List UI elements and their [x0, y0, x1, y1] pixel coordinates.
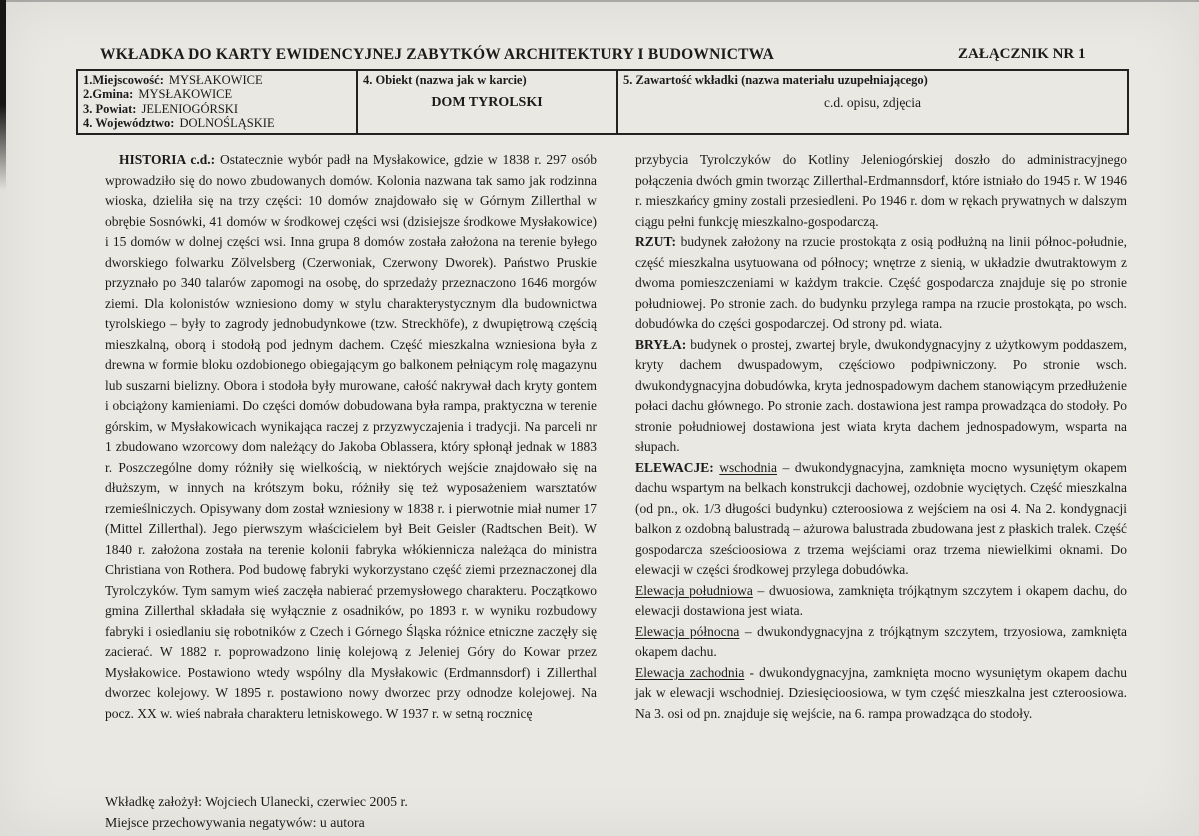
contents-description: c.d. opisu, zdjęcia — [823, 95, 922, 110]
text-run: budynek założony na rzucie prostokąta z osią podłużną na linii północ-południe, część mieszkalna usytuowana od północy; wnętrze z sienią, w układzie dwutraktowym z dwoma pomieszczeniami w każdym trakcie. Część gospodarcza znajduje się po stronie południowej. Po stronie zach. do budynku przylega rampa na rzucie prostokąta, po wsch. dobudówka do części gospodarczej. Od strony pd. wiata. — [635, 234, 1127, 331]
info-row-wojewodztwo — [83, 116, 351, 130]
footer-created-by: Wkładkę założył: Wojciech Ulanecki, czerwiec 2005 r. — [105, 794, 408, 809]
info-row-gmina — [83, 87, 351, 101]
scan-left-edge-artifact — [0, 0, 6, 190]
field-label: 3. Powiat: — [83, 101, 137, 116]
info-table — [76, 69, 1129, 135]
field-value: DOLNOŚLĄSKIE — [179, 115, 275, 130]
contents-cell — [618, 71, 1127, 133]
paragraph — [635, 335, 1127, 458]
text-run: RZUT: — [635, 234, 677, 249]
text-run: Elewacja południowa — [635, 582, 753, 598]
text-run: – dwukondygnacyjna z trójkątnym szczytem, trzyosiowa, zamknięta okapem dachu. — [635, 623, 1128, 659]
text-run: Elewacja północna — [635, 623, 740, 639]
paragraph — [635, 622, 1127, 663]
info-row-miejscowosc — [83, 73, 351, 87]
paragraph — [635, 150, 1127, 232]
object-cell-header: 4. Obiekt (nazwa jak w karcie) — [363, 73, 527, 87]
paragraph — [635, 581, 1127, 622]
paragraph — [635, 232, 1127, 335]
field-label: 1.Miejscowość: — [83, 73, 164, 87]
text-run: – dwuosiowa, zamknięta trójkątnym szczytem i okapem dachu, do elewacji dostawiona jest wiata. — [635, 582, 1127, 618]
text-run: wschodnia — [719, 459, 778, 475]
object-name: DOM TYROLSKI — [431, 95, 543, 110]
page-title: WKŁADKA DO KARTY EWIDENCYJNEJ ZABYTKÓW ARCHITEKTURY I BUDOWNICTWA — [100, 46, 775, 63]
field-value: JELENIOGÓRSKI — [141, 101, 238, 116]
footer-negatives-location: Miejsce przechowywania negatywów: u autora — [105, 815, 365, 830]
left-text-column — [105, 150, 597, 724]
text-run: - dwukondygnacyjna, zamknięta mocno wysuniętym okapem dachu jak w elewacji wschodniej. Dziesięcioosiowa, w tym część mieszkalna jest czteroosiowa. Na 3. osi od pn. znajduje się wejście, na 6. rampa prowadząca do stodoły. — [635, 664, 1127, 721]
field-label: 2.Gmina: — [83, 87, 134, 102]
field-label: 4. Województwo: — [83, 115, 175, 130]
text-run: BRYŁA: — [635, 336, 687, 352]
field-value: MYSŁAKOWICE — [138, 87, 233, 102]
field-value: MYSŁAKOWICE — [168, 73, 263, 87]
text-run: przybycia Tyrolczyków do Kotliny Jeleniogórskiej doszło do administracyjnego połączenia dwóch gmin tworząc Zillerthal-Erdmannsdorf, które istniało do 1945 r. W 1946 r. mieszkańcy gminy zostali przesiedleni. Po 1946 r. dom w rękach prywatnych w dalszym ciągu pełni funkcję mieszkalno-gospodarczą. — [635, 152, 1127, 229]
right-text-column — [635, 150, 1127, 724]
text-run: HISTORIA c.d.: — [119, 152, 216, 167]
paragraph — [635, 458, 1127, 581]
annex-label: ZAŁĄCZNIK NR 1 — [958, 46, 1086, 62]
contents-cell-header: 5. Zawartość wkładki (nazwa materiału uzupełniającego) — [623, 73, 928, 87]
text-run: budynek o prostej, zwartej bryle, dwukondygnacyjny z użytkowym poddaszem, kryty dachem dwuspadowym, częściowo podpiwniczony. Po stronie wsch. dwukondygnacyjna dobudówka, kryta jednospadowym dachem stanowiącym przedłużenie połaci dachu głównego. Po stronie zach. dostawiona jest rampa prowadząca do stodoły. Po stronie południowej dostawiona jest wiata kryta dachem jednospadowym, wsparta na słupach. — [635, 336, 1127, 454]
info-row-powiat — [83, 102, 351, 116]
text-run: Ostatecznie wybór padł na Mysłakowice, gdzie w 1838 r. 297 osób wprowadziło się do nowo zbudowanych domów. Kolonia nazwana tak samo jak rodzinna wioska, dzieliła się na trzy części: 10 domów znajdowało się w Górnym Zillerthal w obrębie Sosnówki, 41 domów w środkowej części wsi (dzisiejsze środkowe Mysłakowice) i 15 domów w dolnej części wsi. Inna grupa 8 domów została założona na terenie byłego dworskiego folwarku Zölvelsberg (Czerwoniak, Czerwony Dworek). Państwo Pruskie przyznało po 340 talarów zapomogi na osobę, do sprzedaży przeznaczono 1646 morgów ziemi. Dla kolonistów wzniesiono domy w stylu charakterystycznym dla budownictwa tyrolskiego – były to zagrody jednobudynkowe (tzw. Streckhöfe), z dwupiętrową częścią mieszkalną, oborą i stodołą pod jednym dachem. Część mieszkalna wzniesiona była z drewna w formie bloku ozdobionego obiegającym go balkonem pełniącym rolę magazynu lub suszarni bielizny. Obora i stodoła były murowane, całość nakrywał dach kryty gontem i obciążony kamieniami. Do części domów dobudowana była rampa, praktyczna w terenie górskim, w Mysłakowicach wynikająca raczej z przyzwyczajenia i tradycji. Na parceli nr 1 zbudowano wzorcowy dom należący do Jakoba Oblassera, który spłonął jednak w 1883 r. Poszczególne domy różniły się wielkością, w niektórych wejście znajdowało się na dłuższym, w innych na krótszym boku, różniły się też wyposażeniem warsztatów rzemieślniczych. Opisywany dom został wzniesiony w 1838 r. i pierwotnie miał numer 17 (Mittel Zillerthal). Jego pierwszym właścicielem był Beit Geisler (Radtschen Beit). W 1840 r. założona została na terenie kolonii fabryka włókiennicza należąca do ministra Christiana von Rothera. Pod budowę fabryki wykorzystano część ziemi przeznaczonej dla Tyrolczyków. Tym samym wieś zaczęła nabierać przemysłowego charakteru. Początkowo gmina Zillerthal składała się wyłącznie z osadników, po 1893 r. w wyniku rozbudowy fabryki i osiedlaniu się robotników z Czech i Górnego Śląska różnice etniczne zaczęły się zacierać. W 1882 r. poprowadzono linię kolejową z Jeleniej Góry do Kowar przez Mysłakowice. Postawiono wtedy wspólny dla Mysłakowic (Erdmannsdorf) i Zillerthal dworzec kolejowy. W 1895 r. postawiono nowy dworzec przy odnodze kolejowej. Na pocz. XX w. wieś nabrała charakteru letniskowego. W 1937 r. w setną rocznicę — [105, 152, 597, 721]
scan-top-edge-artifact — [0, 0, 1199, 2]
paragraph — [635, 663, 1127, 725]
text-run: ELEWACJE: — [635, 459, 714, 475]
paragraph — [105, 150, 597, 724]
object-cell — [358, 71, 618, 133]
text-run: Elewacja zachodnia — [635, 664, 745, 680]
text-run: – dwukondygnacyjna, zamknięta mocno wysuniętym okapem dachu wspartym na belkach konstrukcji dachowej, ozdobnie wyciętych. Część mieszkalna (od pn., ok. 1/3 długości budynku) czteroosiowa z wejściem na osi 4. Na 2. kondygnacji balkon z ozdobną balustradą – ażurowa balustrada zbudowana jest z płaskich tralek. Część gospodarcza sześcioosiowa z trzema wejściami oraz trzema niewielkimi oknami. Do elewacji w części środkowej przylega dobudówka. — [635, 459, 1128, 577]
footer — [105, 791, 408, 833]
location-cell — [78, 71, 358, 133]
